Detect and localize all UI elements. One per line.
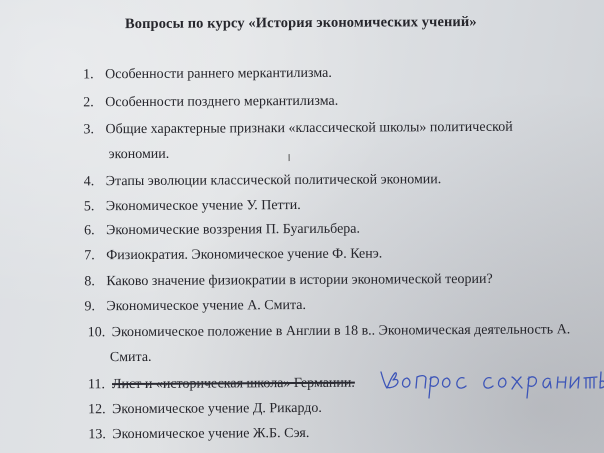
- question-number: 1.: [83, 67, 94, 83]
- question-text: Физиократия. Экономическое учение Ф. Кенэ.: [106, 246, 383, 264]
- question-text: Экономические воззрения П. Буагильбера.: [106, 221, 361, 239]
- question-text: Этапы эволюции классической политической экономии.: [105, 172, 442, 190]
- question-item-10-continuation: Смита.: [109, 349, 152, 366]
- question-text: Экономическое учение А. Смита.: [106, 297, 307, 315]
- question-text: Особенности раннего меркантилизма.: [105, 65, 332, 83]
- question-number: 13.: [88, 427, 106, 443]
- question-text: Экономическое учение Д. Рикардо.: [112, 400, 322, 418]
- question-text: Экономическое учение Ж.Б. Сэя.: [112, 425, 310, 443]
- document-title: Вопросы по курсу «История экономических учений»: [124, 13, 477, 33]
- question-text: Общие характерные признаки «классической школы» политической: [105, 119, 513, 138]
- question-number: 4.: [83, 174, 95, 190]
- question-number: 9.: [84, 299, 96, 315]
- question-item-3-continuation: экономии.: [108, 146, 170, 163]
- question-text-struck: Лист и «историческая школа» Германии.: [111, 375, 355, 393]
- question-text: Каково значение физиократии в истории экономической теории?: [106, 271, 493, 290]
- question-number: 2.: [83, 95, 94, 111]
- question-number: 3.: [83, 122, 94, 138]
- question-number: 11.: [87, 377, 106, 393]
- question-number: 7.: [84, 248, 95, 264]
- question-number: 8.: [84, 274, 95, 290]
- question-number: 12.: [88, 402, 106, 418]
- question-text: Экономическое положение в Англии в 18 в.. Экономическая деятельность А.: [111, 322, 571, 341]
- question-number: 10.: [87, 325, 106, 341]
- question-number: 5.: [83, 199, 95, 215]
- question-number: 6.: [84, 223, 95, 239]
- question-text: Особенности позднего меркантилизма.: [105, 93, 339, 111]
- question-text: Экономическое учение У. Петти.: [105, 197, 301, 215]
